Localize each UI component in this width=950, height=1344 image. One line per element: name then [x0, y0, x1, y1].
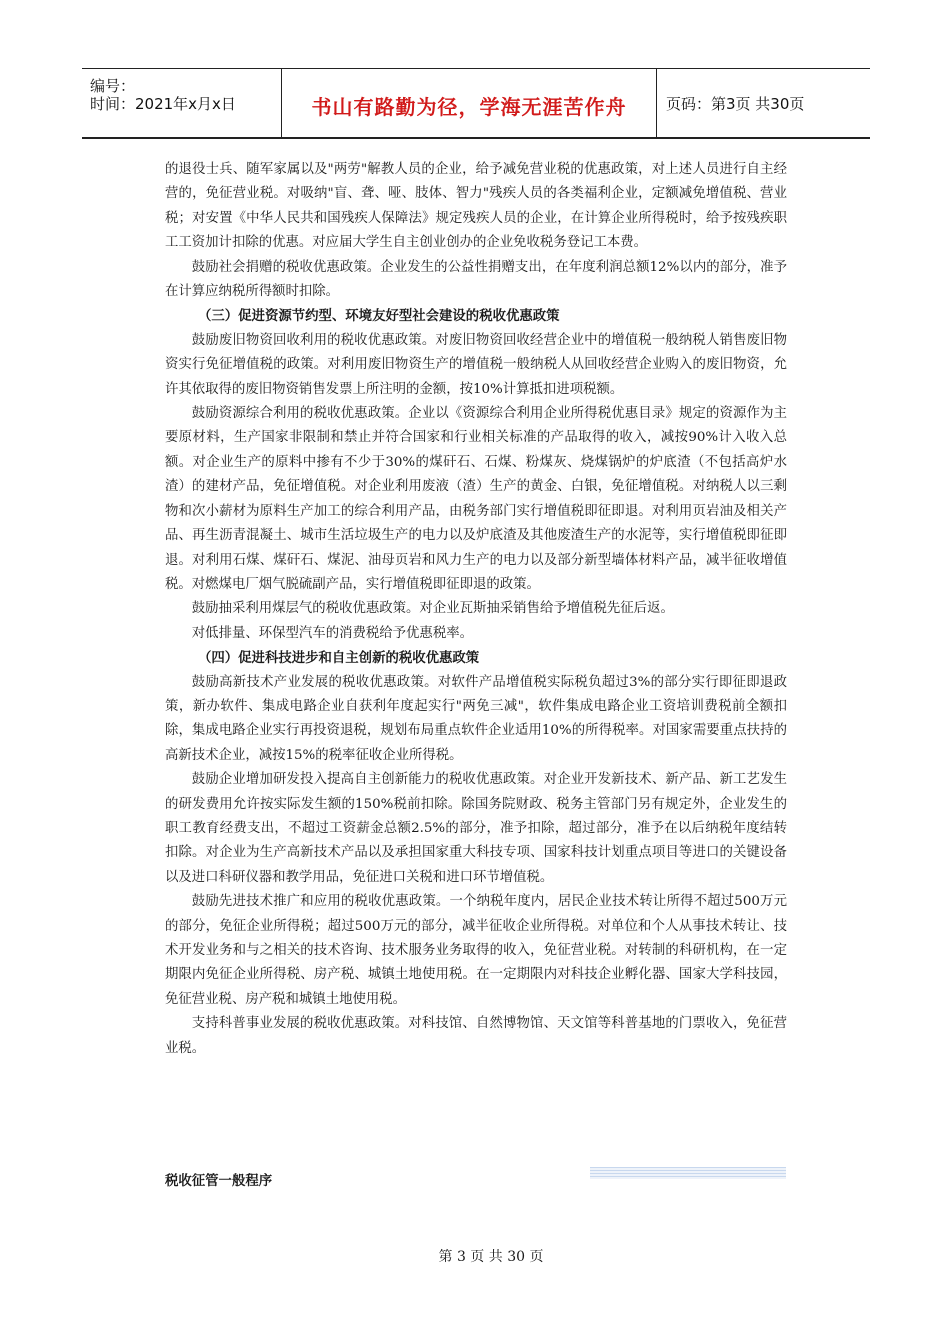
paragraph: 鼓励企业增加研发投入提高自主创新能力的税收优惠政策。对企业开发新技术、新产品、新工艺发生的研发费用允许按实际发生额的150%税前扣除。除国务院财政、税务主管部门另有规定外，企业发生的职工教育经费支出，不超过工资薪金总额2.5%的部分，准予扣除，超过部分，准予在以后纳税年度结转扣除。对企业为生产高新技术产品以及承担国家重大科技专项、国家科技计划重点项目等进口的关键设备以及进口科研仪器和教学用品，免征进口关税和进口环节增值税。 [165, 772, 787, 885]
header-page-cell [657, 69, 870, 137]
code-label: 编号： [90, 77, 136, 95]
date-label: 时间：2021年x月x日 [90, 95, 236, 113]
page-header [82, 68, 870, 139]
page-footer: 第 3 页 共 30 页 [438, 1249, 544, 1265]
header-info-cell [82, 69, 282, 137]
paragraph: 鼓励高新技术产业发展的税收优惠政策。对软件产品增值税实际税负超过3%的部分实行即征即退政策，新办软件、集成电路企业自获利年度起实行"两免三减"，软件集成电路企业工资培训费税前全额扣除，集成电路企业实行再投资退税，规划布局重点软件企业适用10%的所得税率。对国家需要重点扶持的高新技术企业，减按15%的税率征收企业所得税。 [165, 674, 787, 763]
paragraph: 对低排量、环保型汽车的消费税给予优惠税率。 [191, 625, 473, 641]
header-motto-cell [282, 69, 657, 137]
paragraph: 支持科普事业发展的税收优惠政策。对科技馆、自然博物馆、天文馆等科普基地的门票收入，免征营业税。 [165, 1016, 787, 1056]
section-heading: （四）促进科技进步和自主创新的税收优惠政策 [198, 650, 480, 667]
paragraph: 鼓励抽采利用煤层气的税收优惠政策。对企业瓦斯抽采销售给予增值税先征后返。 [191, 601, 674, 617]
paragraph: 鼓励社会捐赠的税收优惠政策。企业发生的公益性捐赠支出，在年度利润总额12%以内的部分，准予在计算应纳税所得额时扣除。 [165, 259, 787, 300]
paragraph: 鼓励废旧物资回收利用的税收优惠政策。对废旧物资回收经营企业中的增值税一般纳税人销售废旧物资实行免征增值税的政策。对利用废旧物资生产的增值税一般纳税人从回收经营企业购入的废旧物资，允许其依取得的废旧物资销售发票上所注明的金额，按10%计算抵扣进项税额。 [165, 332, 787, 397]
paragraph: 鼓励资源综合利用的税收优惠政策。企业以《资源综合利用企业所得税优惠目录》规定的资源作为主要原材料，生产国家非限制和禁止并符合国家和行业相关标准的产品取得的收入，减按90%计入收入总额。对企业生产的原料中掺有不少于30%的煤矸石、石煤、粉煤灰、烧煤锅炉的炉底渣（不包括高炉水渣）的建材产品，免征增值税。对企业利用废液（渣）生产的黄金、白银，免征增值税。对纳税人以三剩物和次小薪材为原料生产加工的综合利用产品，由税务部门实行增值税即征即退。对利用页岩油及相关产品、再生沥青混凝土、城市生活垃圾生产的电力以及炉底渣及其他废渣生产的水泥等，实行增值税即征即退。对利用石煤、煤矸石、煤泥、油母页岩和风力生产的电力以及部分新型墙体材料产品，减半征收增值税。对燃煤电厂烟气脱硫副产品，实行增值税即征即退的政策。 [165, 406, 787, 592]
paragraph: 鼓励先进技术推广和应用的税收优惠政策。一个纳税年度内，居民企业技术转让所得不超过500万元的部分，免征企业所得税；超过500万元的部分，减半征收企业所得税。对单位和个人从事技术转让、技术开发业务和与之相关的技术咨询、技术服务业务取得的收入，免征营业税。对转制的科研机构，在一定期限内免征企业所得税、房产税、城镇土地使用税。在一定期限内对科技企业孵化器、国家大学科技园，免征营业税、房产税和城镇土地使用税。 [165, 894, 787, 1007]
page-number-label: 页码：第3页 共30页 [666, 95, 805, 113]
section-heading: （三）促进资源节约型、环境友好型社会建设的税收优惠政策 [198, 308, 560, 325]
document-body [165, 158, 787, 1061]
decorative-bar [590, 1167, 786, 1179]
next-section-heading: 税收征管一般程序 [165, 1173, 273, 1189]
paragraph: 的退役士兵、随军家属以及"两劳"解教人员的企业，给予减免营业税的优惠政策，对上述人员进行自主经营的，免征营业税。对吸纳"盲、聋、哑、肢体、智力"残疾人员的各类福利企业，定额减免增值税、营业税；对安置《中华人民共和国残疾人保障法》规定残疾人员的企业，在计算企业所得税时，给予按残疾职工工资加计扣除的优惠。对应届大学生自主创业创办的企业免收税务登记工本费。 [165, 162, 787, 251]
motto-text: 书山有路勤为径，学海无涯苦作舟 [311, 95, 627, 119]
